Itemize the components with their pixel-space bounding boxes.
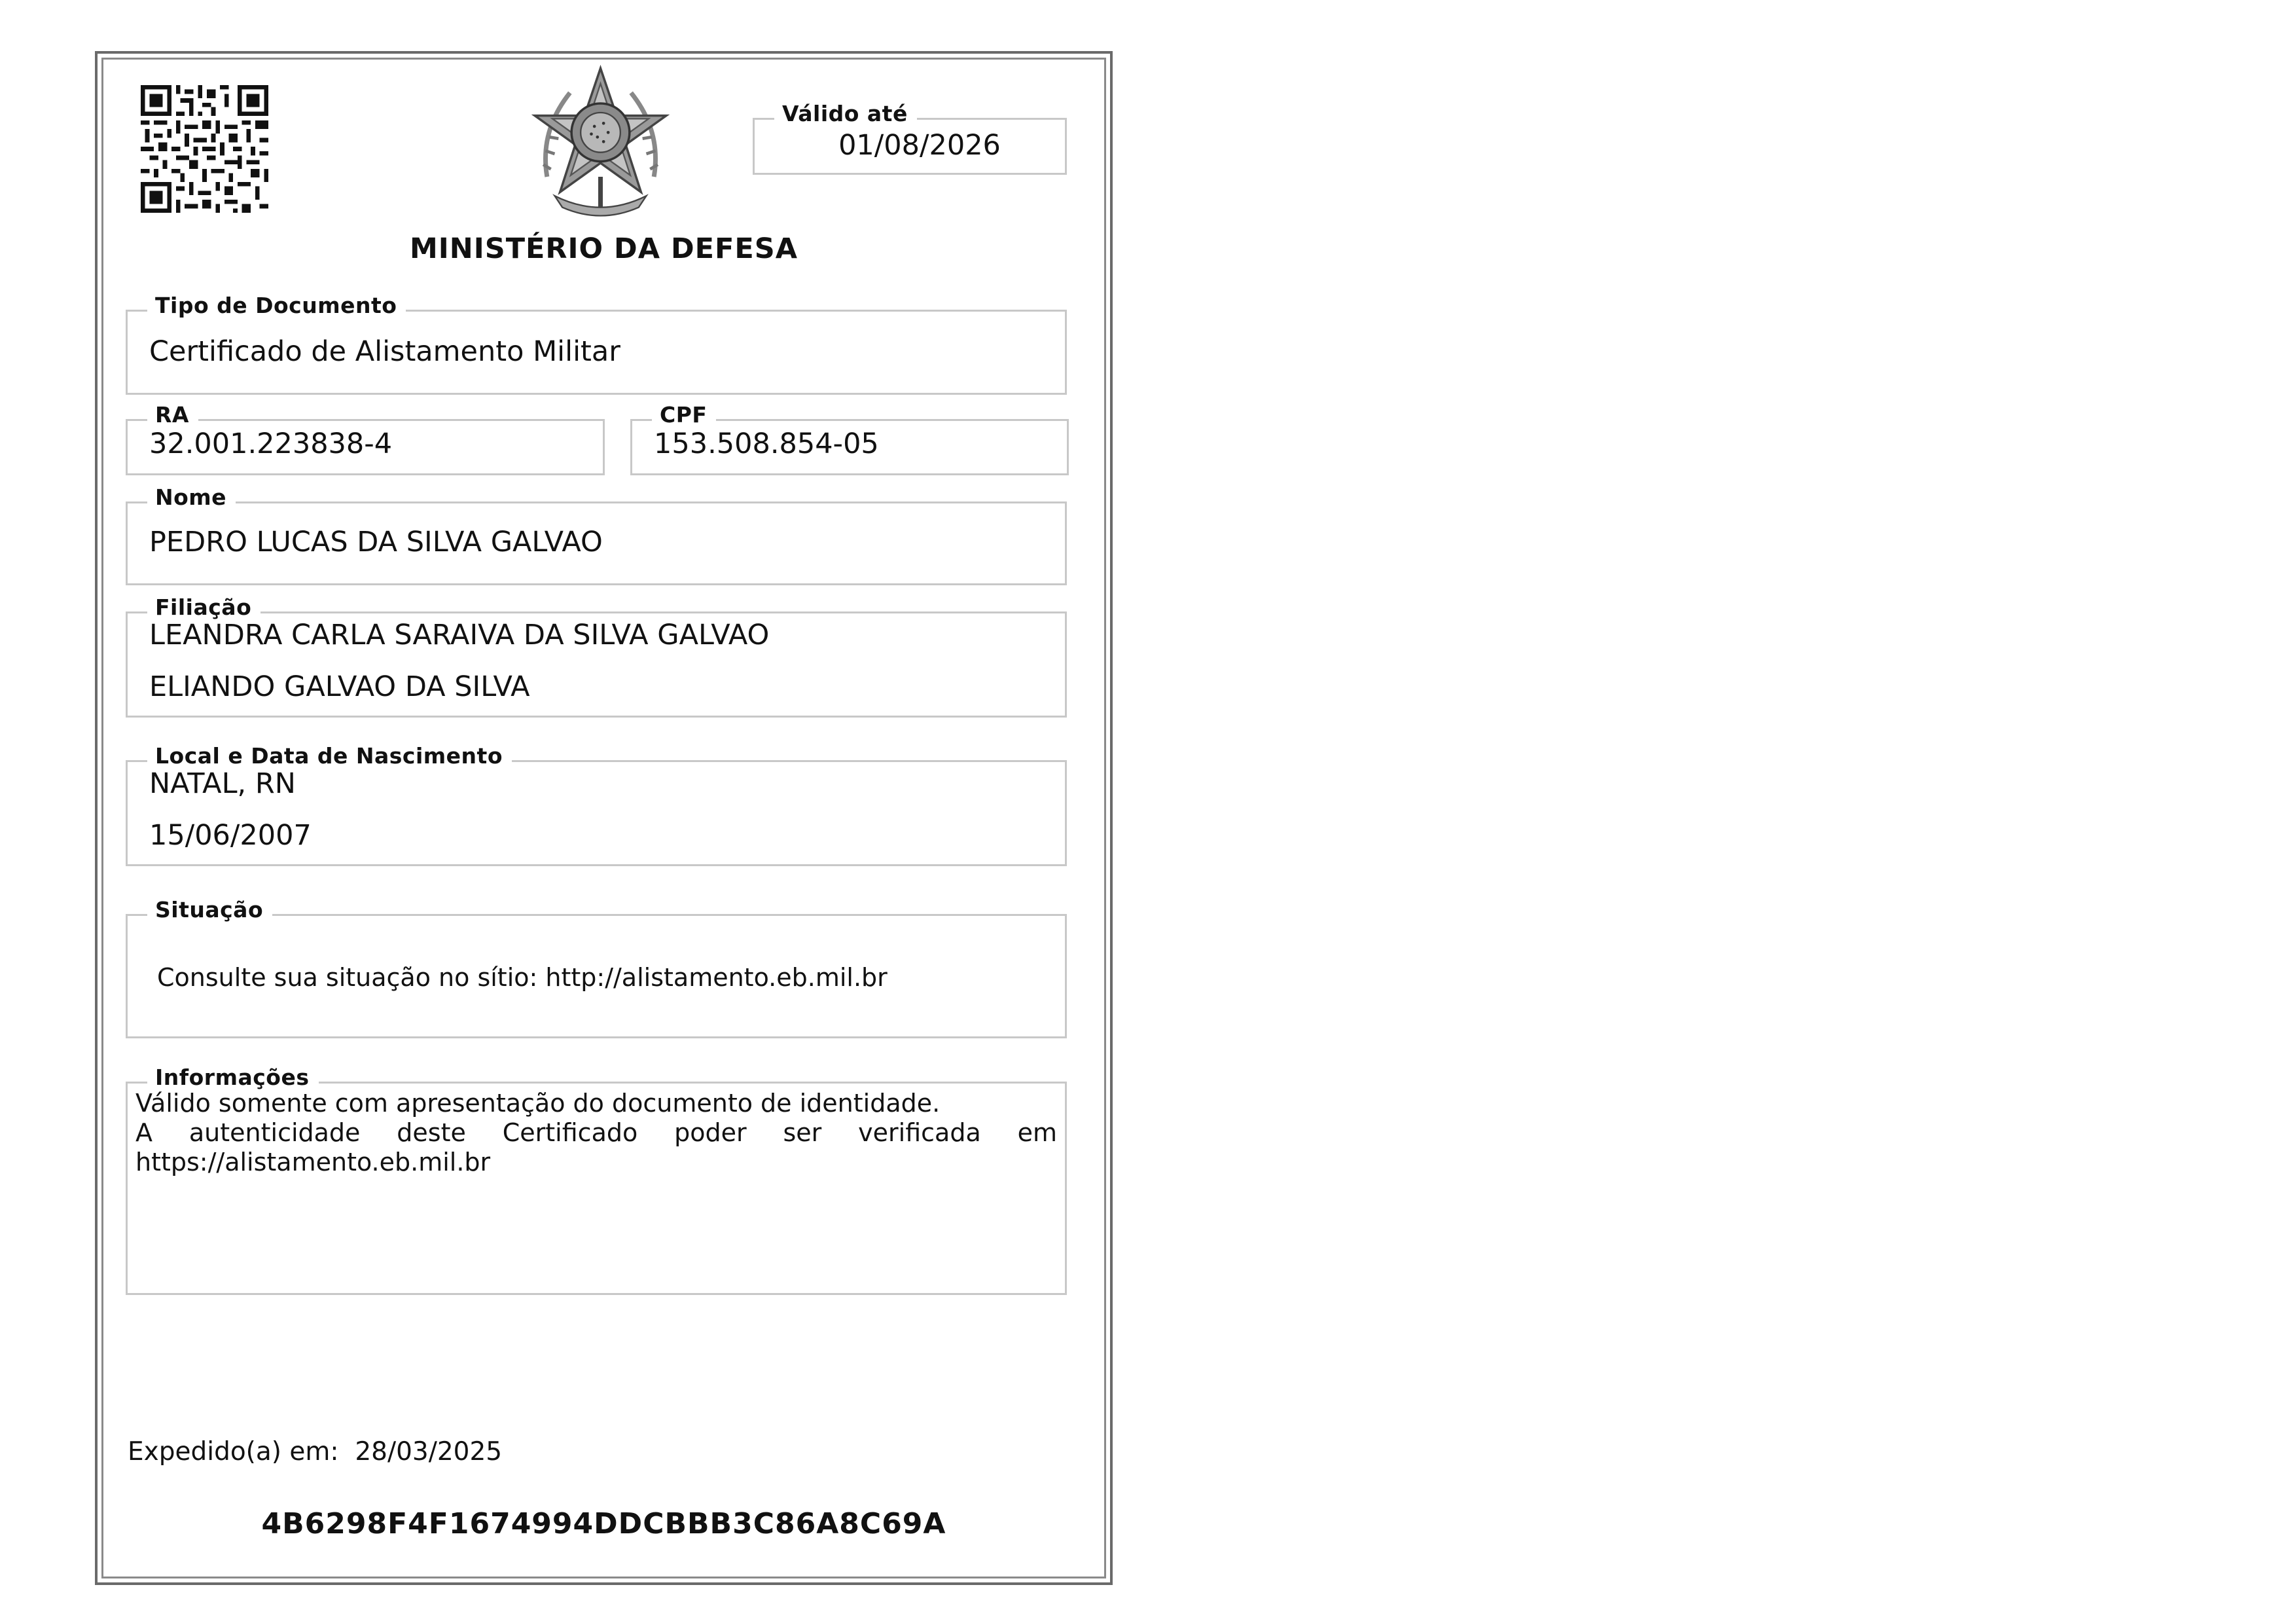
name-label: Nome bbox=[147, 484, 236, 511]
ra-value: 32.001.223838-4 bbox=[149, 428, 393, 460]
info-line-2: A autenticidade deste Certificado poder ser verificada em https://alistamento.eb.mil.br bbox=[135, 1118, 1057, 1176]
birth-place: NATAL, RN bbox=[149, 767, 296, 800]
issued-on bbox=[128, 1437, 502, 1467]
doc-type-value: Certificado de Alistamento Militar bbox=[149, 335, 620, 368]
valid-until-box bbox=[753, 101, 1067, 175]
cpf-box bbox=[630, 402, 1069, 475]
qr-code-icon bbox=[141, 85, 268, 213]
filiation-mother: LEANDRA CARLA SARAIVA DA SILVA GALVAO bbox=[149, 619, 770, 651]
info-text bbox=[135, 1089, 1057, 1177]
info-label: Informações bbox=[147, 1065, 319, 1091]
ministry-title: MINISTÉRIO DA DEFESA bbox=[409, 232, 798, 265]
filiation-father: ELIANDO GALVAO DA SILVA bbox=[149, 670, 530, 703]
ra-box bbox=[126, 402, 605, 475]
cpf-value: 153.508.854-05 bbox=[654, 428, 879, 460]
issued-label: Expedido(a) em: bbox=[128, 1437, 339, 1467]
filiation-label: Filiação bbox=[147, 594, 260, 621]
situation-label: Situação bbox=[147, 897, 272, 923]
doc-type-label: Tipo de Documento bbox=[147, 293, 406, 319]
brazil-coat-of-arms-icon bbox=[524, 62, 677, 223]
cpf-label: CPF bbox=[652, 402, 716, 428]
issued-date: 28/03/2025 bbox=[355, 1437, 503, 1467]
doc-type-box bbox=[126, 293, 1067, 395]
situation-text: Consulte sua situação no sítio: http://alistamento.eb.mil.br bbox=[157, 963, 888, 992]
situation-box bbox=[126, 897, 1067, 1038]
name-box bbox=[126, 484, 1067, 585]
birth-label: Local e Data de Nascimento bbox=[147, 743, 512, 769]
birth-date: 15/06/2007 bbox=[149, 819, 312, 852]
valid-until-value: 01/08/2026 bbox=[838, 129, 1001, 162]
valid-until-label: Válido até bbox=[774, 101, 917, 127]
filiation-box bbox=[126, 594, 1067, 718]
info-box bbox=[126, 1065, 1067, 1295]
birth-box bbox=[126, 743, 1067, 866]
info-line-1: Válido somente com apresentação do documento de identidade. bbox=[135, 1089, 941, 1118]
authentication-hash: 4B6298F4F1674994DDCBBB3C86A8C69A bbox=[261, 1507, 946, 1541]
name-value: PEDRO LUCAS DA SILVA GALVAO bbox=[149, 526, 603, 558]
ra-label: RA bbox=[147, 402, 198, 428]
